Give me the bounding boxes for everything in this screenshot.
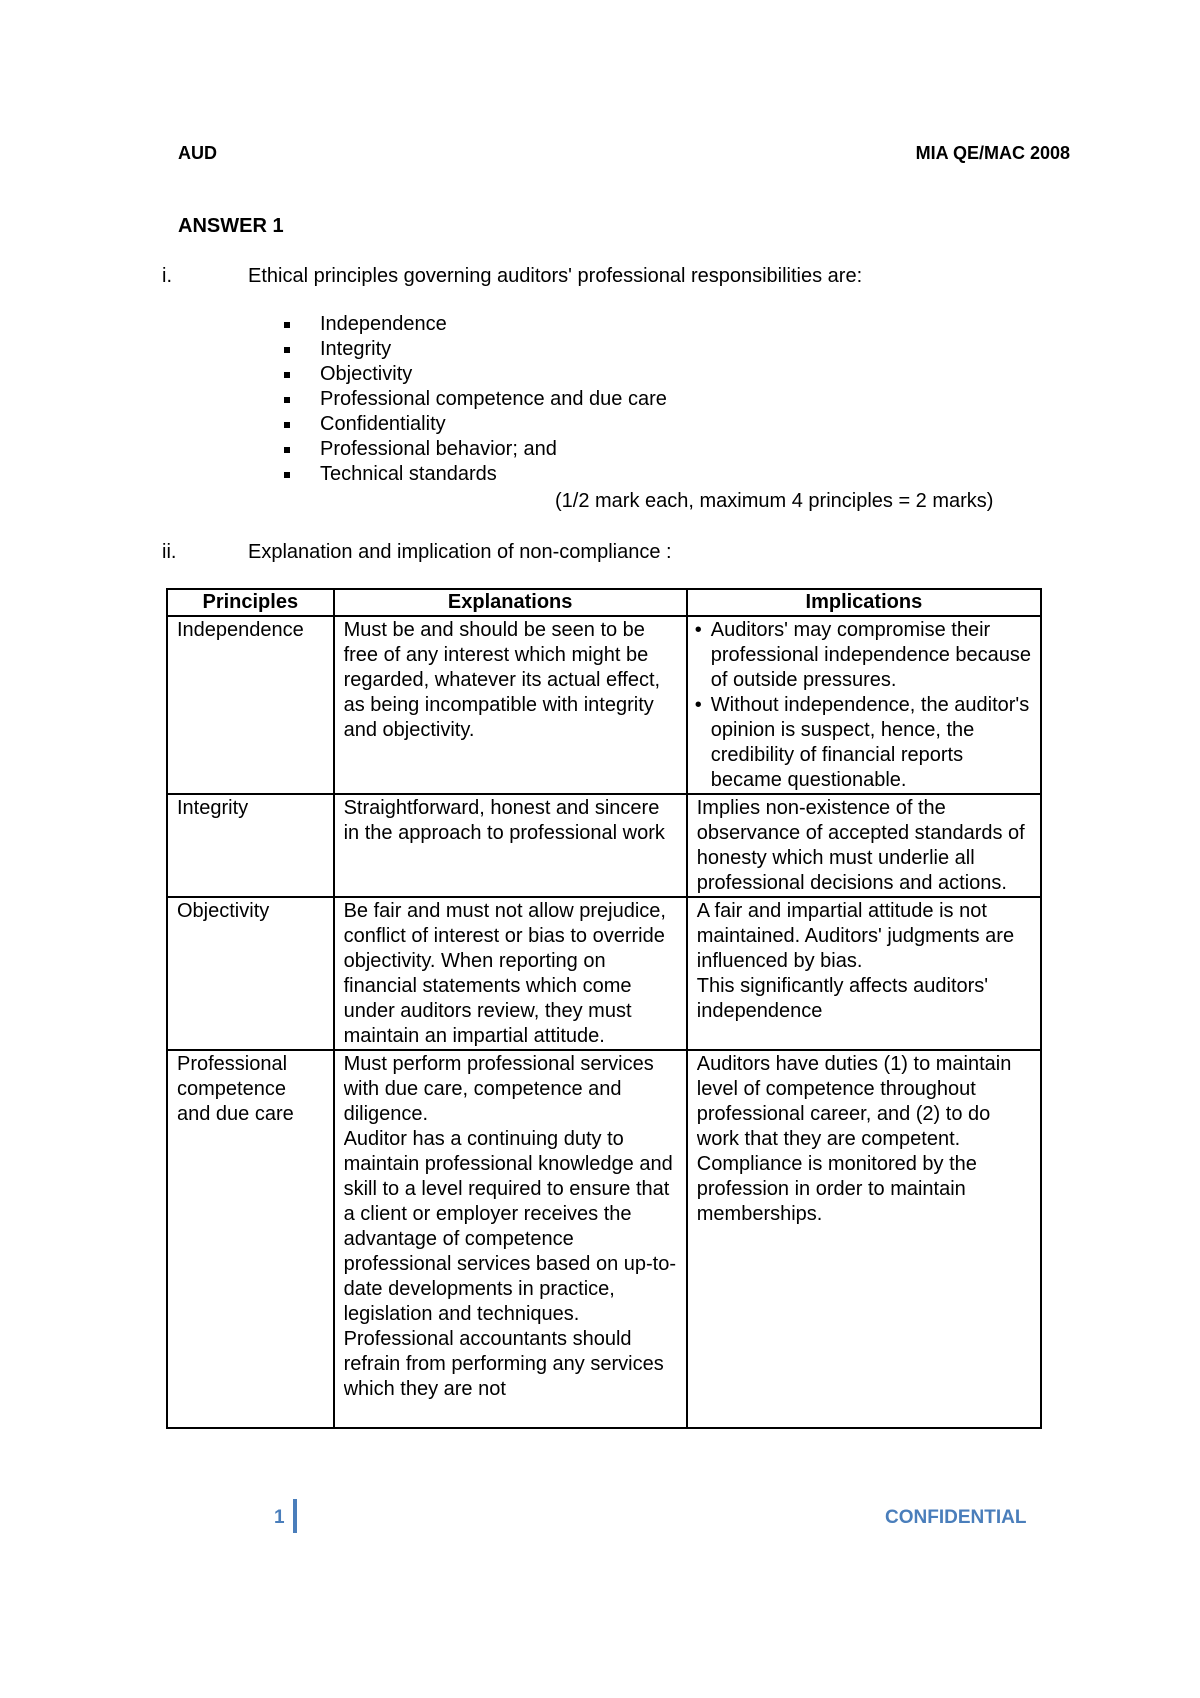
list-item: • Auditors' may compromise their professional independence because of outside pressures. [697, 618, 1031, 693]
implication-text: A fair and impartial attitude is not maintained. Auditors' judgments are influenced by bias. [696, 900, 1015, 972]
principle-cell: Objectivity [167, 897, 334, 1050]
table-row [167, 616, 1041, 794]
explanation-cell: Must be and should be seen to be free of any interest which might be regarded, whatever its actual effect, as being incompatible with integrity and objectivity. [334, 616, 687, 794]
list-item: Confidentiality [284, 412, 667, 437]
section-i-text: Ethical principles governing auditors' professional responsibilities are: [248, 265, 863, 287]
header-left: AUD [178, 143, 217, 163]
principle-cell: Independence [167, 616, 334, 794]
column-header-explanations: Explanations [334, 589, 687, 616]
explanation-text: Must perform professional services with due care, competence and diligence. [343, 1053, 654, 1125]
section-i-number: i. [162, 265, 172, 287]
table-row [167, 794, 1041, 897]
list-item: Professional competence and due care [284, 387, 667, 412]
square-bullet-icon [284, 397, 290, 403]
marks-note: (1/2 mark each, maximum 4 principles = 2 marks) [555, 490, 994, 512]
table-header-row [167, 589, 1041, 616]
explanation-cell: Straightforward, honest and sincere in the approach to professional work [334, 794, 687, 897]
square-bullet-icon [284, 422, 290, 428]
section-ii-text: Explanation and implication of non-compliance : [248, 541, 672, 563]
square-bullet-icon [284, 347, 290, 353]
confidential-label: CONFIDENTIAL [885, 1507, 1027, 1528]
explanation-cell [334, 1050, 687, 1428]
list-item: Objectivity [284, 362, 667, 387]
list-item: • Without independence, the auditor's opinion is suspect, hence, the credibility of financial reports became questionable. [697, 693, 1031, 793]
implication-bullets [697, 618, 1031, 793]
square-bullet-icon [284, 472, 290, 478]
square-bullet-icon [284, 322, 290, 328]
implication-cell [687, 1050, 1041, 1428]
principles-table [166, 588, 1042, 1429]
implication-text-2: This significantly affects auditors' independence [696, 975, 989, 1022]
list-item: Integrity [284, 337, 667, 362]
list-item: Independence [284, 312, 667, 337]
list-item: Technical standards [284, 462, 667, 487]
column-header-implications: Implications [687, 589, 1041, 616]
implication-text-2: Compliance is monitored by the profession in order to maintain memberships. [696, 1153, 977, 1225]
implication-cell [687, 616, 1041, 794]
implication-cell: Implies non-existence of the observance of accepted standards of honesty which must underlie all professional decisions and actions. [687, 794, 1041, 897]
principles-list [284, 312, 667, 487]
footer-divider [293, 1499, 297, 1533]
explanation-text-2: Auditor has a continuing duty to maintain professional knowledge and skill to a level required to ensure that a client or employer receives the advantage of competence professional services based on up-to-date developments in practice, legislation and techniques. [343, 1128, 676, 1325]
table-row [167, 1050, 1041, 1428]
column-header-principles: Principles [167, 589, 334, 616]
page-number: 1 [274, 1507, 285, 1528]
implication-cell [687, 897, 1041, 1050]
principle-cell: Integrity [167, 794, 334, 897]
principle-cell: Professional competence and due care [167, 1050, 334, 1428]
answer-title: ANSWER 1 [178, 215, 284, 237]
list-item: Professional behavior; and [284, 437, 667, 462]
square-bullet-icon [284, 447, 290, 453]
implication-text: Auditors have duties (1) to maintain level of competence throughout professional career, and (2) to do work that they are competent. [696, 1053, 1012, 1150]
explanation-text-3: Professional accountants should refrain from performing any services which they are not [343, 1328, 664, 1400]
header-right: MIA QE/MAC 2008 [915, 143, 1070, 163]
table-row [167, 897, 1041, 1050]
section-ii-number: ii. [162, 541, 177, 563]
square-bullet-icon [284, 372, 290, 378]
explanation-cell: Be fair and must not allow prejudice, conflict of interest or bias to override objectivity. When reporting on financial statements which come under auditors review, they must maintain an impartial attitude. [334, 897, 687, 1050]
